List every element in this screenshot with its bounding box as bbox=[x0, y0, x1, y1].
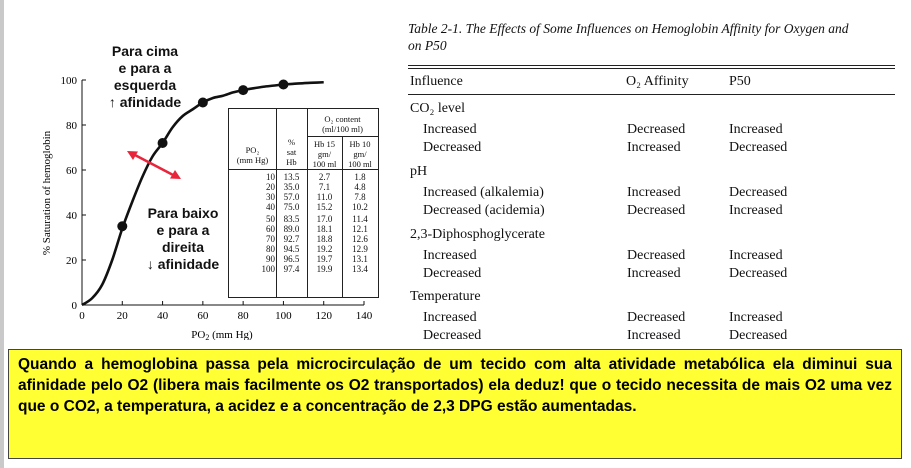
group-title: Temperature bbox=[410, 289, 481, 304]
y-tick-label: 100 bbox=[60, 75, 77, 87]
p50-cell: Decreased bbox=[729, 140, 788, 155]
affinity-cell: Increased bbox=[627, 140, 681, 155]
hb10-cell: 1.8 bbox=[354, 172, 366, 182]
header-po2-line-2: (mm Hg) bbox=[236, 155, 269, 165]
header-sat-line-1: % bbox=[287, 137, 296, 147]
annotation-down-right-line-1: Para baixo bbox=[147, 205, 219, 221]
annotation-up-left-line-4 bbox=[92, 94, 198, 111]
influence-cell: Decreased bbox=[423, 140, 482, 155]
red-arrow-shaft bbox=[133, 154, 175, 176]
hb15-cell: 18.1 bbox=[316, 224, 333, 234]
annotation-down-right-line-3: direita bbox=[161, 239, 204, 255]
header-hb15-line-3: 100 ml bbox=[312, 159, 337, 169]
annotation-down-right-afinidade: afinidade bbox=[157, 256, 220, 272]
y-tick-label: 60 bbox=[66, 165, 77, 177]
header-hb15-line-2: gm/ bbox=[317, 149, 332, 159]
hb10-cell: 12.1 bbox=[352, 224, 368, 234]
header-hb10-line-1: Hb 10 bbox=[349, 139, 371, 149]
po2-cell: 20 bbox=[266, 182, 275, 192]
p50-cell: Increased bbox=[729, 310, 783, 325]
po2-cell: 30 bbox=[266, 192, 275, 202]
annotation-up-left-line-2: e para a bbox=[118, 60, 172, 76]
po2-cell: 60 bbox=[266, 224, 275, 234]
header-po2-line-1: PO₂ bbox=[245, 145, 260, 155]
inner-table-o2-rule bbox=[307, 136, 378, 137]
sat-cell: 75.0 bbox=[283, 202, 300, 212]
hb15-cell: 18.8 bbox=[316, 234, 333, 244]
header-hb10 bbox=[342, 139, 378, 169]
header-po2 bbox=[229, 145, 276, 165]
hb10-cell: 10.2 bbox=[352, 202, 368, 212]
x-axis-label: PO2 (mm Hg) bbox=[191, 329, 253, 340]
table-caption-line-2: on P50 bbox=[408, 38, 447, 53]
sat-cell: 97.4 bbox=[283, 264, 300, 274]
x-tick-label: 20 bbox=[116, 310, 128, 322]
po2-cell: 10 bbox=[266, 172, 275, 182]
hb10-cell: 7.8 bbox=[354, 192, 366, 202]
header-influence: Influence bbox=[410, 74, 463, 89]
annotation-up-left-afinidade: afinidade bbox=[119, 94, 182, 110]
annotation-up-left-line-3: esquerda bbox=[113, 77, 177, 93]
x-tick-label: 40 bbox=[157, 310, 169, 322]
header-o2-line-1: O₂ content bbox=[324, 114, 361, 124]
hb10-cell: 12.6 bbox=[352, 234, 368, 244]
header-o2-affinity: O₂ Affinity bbox=[626, 74, 689, 89]
header-hb15-line-1: Hb 15 bbox=[313, 139, 335, 149]
p50-cell: Increased bbox=[729, 248, 783, 263]
annotation-down-right-line-2: e para a bbox=[156, 222, 210, 238]
saturation-data-table bbox=[228, 108, 379, 298]
influence-cell: Increased (alkalemia) bbox=[423, 185, 544, 200]
table-caption bbox=[408, 20, 903, 54]
x-tick-label: 100 bbox=[275, 310, 292, 322]
column-hb10 bbox=[342, 172, 378, 274]
header-hb15 bbox=[307, 139, 342, 169]
hb15-cell: 7.1 bbox=[318, 182, 331, 192]
p50-cell: Decreased bbox=[729, 328, 788, 343]
curve-marker bbox=[198, 98, 208, 108]
po2-cell: 80 bbox=[266, 244, 275, 254]
influence-cell: Decreased (acidemia) bbox=[423, 203, 545, 218]
po2-cell: 70 bbox=[266, 234, 275, 244]
po2-cell: 40 bbox=[266, 202, 275, 212]
x-tick-label: 60 bbox=[197, 310, 209, 322]
hb10-cell: 13.4 bbox=[352, 264, 368, 274]
table-top-rule-1 bbox=[408, 65, 895, 66]
group-title: 2,3-Diphosphoglycerate bbox=[410, 227, 545, 242]
table-caption-line-1: Table 2-1. The Effects of Some Influences on Hemoglobin Affinity for Oxygen and bbox=[408, 21, 849, 36]
header-sat bbox=[276, 137, 307, 167]
affinity-cell: Decreased bbox=[627, 310, 686, 325]
po2-cell: 100 bbox=[261, 264, 275, 274]
table-top-rule-2 bbox=[408, 68, 895, 69]
hb15-cell: 19.9 bbox=[316, 264, 333, 274]
curve-marker bbox=[238, 85, 248, 95]
header-o2-line-2: (ml/100 ml) bbox=[322, 124, 363, 134]
hb10-cell: 4.8 bbox=[354, 182, 366, 192]
x-tick-label: 0 bbox=[79, 310, 85, 322]
sat-cell: 92.7 bbox=[283, 234, 300, 244]
sat-cell: 57.0 bbox=[283, 192, 300, 202]
annotation-up-left bbox=[92, 43, 198, 111]
table-header-rule bbox=[408, 94, 895, 95]
hb15-cell: 19.7 bbox=[316, 254, 333, 264]
column-sat bbox=[276, 172, 307, 274]
hb15-cell: 19.2 bbox=[316, 244, 333, 254]
annotation-down-right-line-4 bbox=[133, 256, 233, 273]
header-o2-content bbox=[307, 114, 378, 134]
p50-cell: Increased bbox=[729, 203, 783, 218]
explanation-box: Quando a hemoglobina passa pela microcirculação de um tecido com alta atividade metabólica ela diminui sua afinidade pelo O2 (libera mais facilmente os O2 transportados) ela deduz! que o tecido necessita de mais O2 uma vez que o CO2, a temperatura, a acidez e a concentração de 2,3 DPG estão aumentadas. bbox=[8, 349, 902, 459]
hb15-cell: 2.7 bbox=[318, 172, 331, 182]
influence-cell: Decreased bbox=[423, 266, 482, 281]
header-p50: P50 bbox=[729, 74, 751, 89]
header-hb10-line-2: gm/ bbox=[353, 149, 367, 159]
hb10-cell: 13.1 bbox=[352, 254, 368, 264]
p50-cell: Decreased bbox=[729, 185, 788, 200]
curve-marker bbox=[158, 138, 168, 148]
header-hb10-line-3: 100 ml bbox=[348, 159, 372, 169]
sat-cell: 89.0 bbox=[283, 224, 300, 234]
y-tick-label: 80 bbox=[66, 120, 77, 132]
affinity-cell: Decreased bbox=[627, 248, 686, 263]
annotation-up-left-line-1: Para cima bbox=[111, 43, 179, 59]
x-tick-label: 80 bbox=[237, 310, 249, 322]
x-tick-label: 120 bbox=[315, 310, 332, 322]
column-po2 bbox=[235, 172, 275, 274]
annotation-down-right bbox=[133, 205, 233, 273]
header-sat-line-2: sat bbox=[286, 147, 297, 157]
affinity-cell: Decreased bbox=[627, 122, 686, 137]
arrow-down-icon: ↓ bbox=[146, 256, 154, 272]
x-tick-label: 140 bbox=[355, 310, 373, 322]
hb10-cell: 11.4 bbox=[352, 214, 368, 224]
sat-cell: 96.5 bbox=[283, 254, 300, 264]
influence-cell: Decreased bbox=[423, 328, 482, 343]
arrow-up-icon: ↑ bbox=[108, 94, 116, 110]
hb15-cell: 11.0 bbox=[316, 192, 333, 202]
curve-marker bbox=[117, 221, 127, 231]
p50-cell: Increased bbox=[729, 122, 783, 137]
sat-cell: 94.5 bbox=[283, 244, 300, 254]
y-tick-label: 20 bbox=[66, 255, 77, 267]
group-title: CO₂ level bbox=[410, 101, 466, 116]
sat-cell: 83.5 bbox=[283, 214, 300, 224]
hb15-cell: 17.0 bbox=[316, 214, 333, 224]
p50-cell: Decreased bbox=[729, 266, 788, 281]
influence-cell: Increased bbox=[423, 248, 477, 263]
affinity-cell: Increased bbox=[627, 328, 681, 343]
hb10-cell: 12.9 bbox=[352, 244, 368, 254]
influence-cell: Increased bbox=[423, 310, 477, 325]
column-hb15 bbox=[307, 172, 342, 274]
sat-cell: 35.0 bbox=[283, 182, 300, 192]
influence-cell: Increased bbox=[423, 122, 477, 137]
y-tick-label: 40 bbox=[66, 210, 77, 222]
affinity-cell: Increased bbox=[627, 185, 681, 200]
group-title: pH bbox=[410, 164, 428, 179]
po2-cell: 50 bbox=[266, 214, 275, 224]
affinity-cell: Decreased bbox=[627, 203, 686, 218]
header-sat-line-3: Hb bbox=[286, 157, 297, 167]
curve-marker bbox=[278, 80, 288, 90]
y-tick-label: 0 bbox=[71, 300, 77, 312]
po2-cell: 90 bbox=[266, 254, 275, 264]
sat-cell: 13.5 bbox=[283, 172, 300, 182]
y-axis-label: % Saturation of hemoglobin bbox=[41, 130, 53, 256]
hb15-cell: 15.2 bbox=[316, 202, 333, 212]
affinity-cell: Increased bbox=[627, 266, 681, 281]
